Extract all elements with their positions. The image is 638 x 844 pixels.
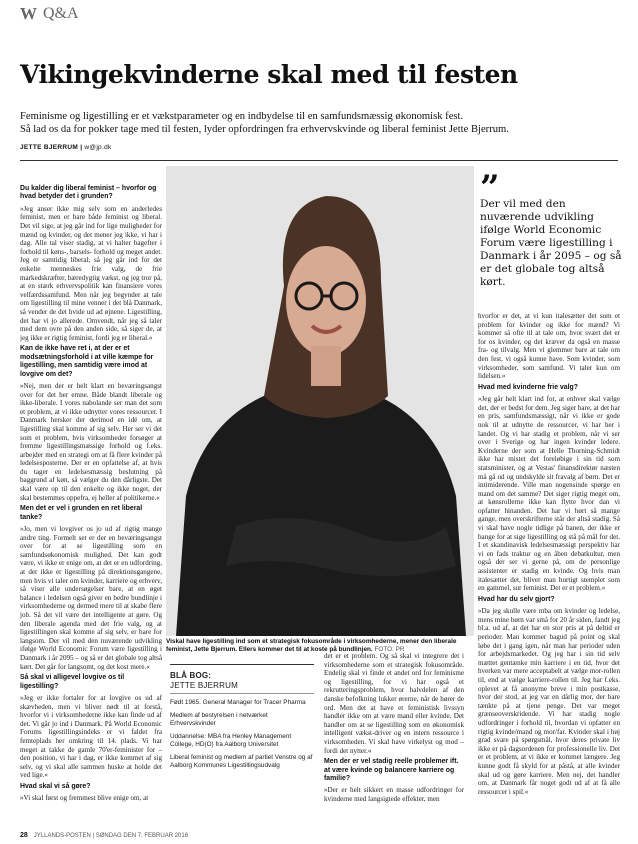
photo-credit: FOTO: PR (374, 646, 405, 653)
article-column-right (478, 312, 620, 824)
body-paragraph: »Da jeg skulle være mba om kvinder og ledelse, mens mine børn var små for 20 år siden, fandt jeg bl.a. ud af, at det har en stor pris at på deltid er perioder. Man kommer bagud på point og skal løbe det i gang igen, når man har perioder uden for arbejdsmarkedet. Og jeg har i sin tid selv mættet gentænke min karriere i en tid, hvor det hverken var mere acceptabelt at vælge mor-rollen til, end at vælge karriere-rollen til. Jeg har f.eks. oplevet at få anonyme breve i min postkasse, hvor der stod, at jeg var en dårlig mor, der bare tænkte på at tjene penge. Det var meget grænseoverskridende. Vi har stadig nogle udfordringer i forhold til, hvordan vi opfatter en rigtig kvinde/mand og mor/far. Kvinder skal i høj grad svare på spørgsmål, hvor deres private liv ikke er på dagsordenen for professionelle liv. Det er et problem, at vi ikke er kommet længere. Jeg kunne godt få skyld for at påstå, at alle kvinder skal ud og gøre karriere. Men nej, det handler om, at Danmark får noget godt ud af at få alle ressourcer i spil.« (478, 607, 620, 796)
body-paragraph: »Jo, men vi lovgiver os jo ud af rigtig mange andre ting. Formelt set er der en beværingsangst over for at se ligestilling som en samfundsøkonomisk mulighed. Det kan godt være, vi ikke er enige om, at det er en udfordring, at der ikke er ligestilling på direktionsgangene, men hvis vi taler om kvinder, karriere og erhverv, så viser alle undersøgelser bare, at en øget balance i ledelsen også giver en bedre bundlinje i virksomhederne og dermed mere til at skabe flere job. Så det vil være det intelligente at gøre. Og den liberale agenda med det frie valg, og at ligestillingen skal komme af sig selv, er bare for langsom. Der vil med den nuværende udvikling ifølge World Economic Forum være ligestilling i Danmark i år 2095 – og så er det globale tog altså kørt. Det går for langsomt, og det kost mere.« (20, 525, 162, 671)
body-paragraph: »Nej, men der er helt klart en beværingsangst over for det her emne. Både blandt liberale og ikke-liberale. I vores nabolande ser man det som et problem, at vi ikke udnytter vores ressourcer. I Danmark hersker der derimod en idé om, at ligestilling skal komme af sig selv. Her ser vi det som et problem, hvis virksomheder forsøger at fremme ligestillingsmæssige forhold og f.eks. arbejder med en strategi om at få flere kvinder på ledelsesposterne. Der er en opfattelse af, at hvis du tager en ledelsesmæssig beslutning på baggrund af køn, så vælger du den dårligste. Det skal være op til den enkelte og ikke noget, der skal bestemmes oppefra, ej heller af politikerne.« (20, 381, 162, 502)
factbox-item: Liberal feminist og medlem af partiet Venstre og af Aalborg Kommunes Ligestillingsudvalg (170, 754, 313, 769)
section-name: Q&A (43, 5, 79, 22)
lead (20, 110, 620, 136)
divider (20, 160, 618, 161)
publication-dateline: JYLLANDS-POSTEN | SØNDAG DEN 7. FEBRUAR 2016 (33, 833, 189, 839)
factbox-item: Født 1965. General Manager for Tracer Pharma (170, 699, 306, 706)
factbox-item: Medlem af bestyrelsen i netværket Erhvervskvinder (170, 712, 268, 727)
body-paragraph: »Jeg anser ikke mig selv som en anderledes feminist, men er bare både feminist og liberal. Det vil sige, at jeg går ind for lige muligheder for mænd og kvinder, og det mener jeg ikke, vi har i dag. Alle tal viser stadig, at vi halter bagefter i forhold til køns-, barsels- forhold og meget andet. Jeg er samtidig liberal, så jeg går ind for det enkelte menneskes frie valg, de frie markedskræfter, bæredygtig vækst, og jeg tror på, at en stærk erhvervspolitik kan finansiere vores velfærdssamfund. Men når jeg begynder at tale om ligestilling til mine venner i det blå Danmark, så vender de det hvide ud ad øjnene. Ligestilling, det har vi jo allerede. Omvendt, når jeg så taler med dem ovre på den anden side, så siger de, at jeg ikke er rigtig feminist, fordi jeg er liberal.« (20, 204, 162, 342)
lead-line: Feminisme og ligestilling er et vækstparameter og en indbydelse til en samfundsmæssig økonomisk fest. (20, 111, 464, 122)
page-number: 28 (20, 832, 28, 839)
question-heading: Men der er vel stadig reelle problemer ift. at være kvinde og balancere karriere og familie? (324, 758, 459, 782)
body-paragraph: hvorfor er det, at vi kun italesætter det som et problem for kvinder og ikke for mænd? Vi kommer så ofte til at tale om, hvor svært det er for os kvinder, og det kræver da også en masse fra- og tilvalg. Men vi glemmer bare at tale om den fest, vi også kunne have. Som kvinder, som virksomheder, som samfund. Vi taler kun om lidelsen.« (478, 312, 620, 381)
pull-quote (480, 168, 622, 289)
portrait-photo (166, 166, 474, 636)
byline-email[interactable]: w@jp.dk (84, 144, 112, 151)
article-column-left (20, 182, 162, 822)
article-column-middle (324, 652, 464, 822)
headline: Vikingekvinderne skal med til festen (20, 60, 518, 89)
byline-author: JETTE BJERRUM (20, 144, 79, 151)
question-heading: Så skal vi alligevel lovgive os til ligestilling? (20, 674, 125, 690)
bio-factbox (170, 664, 314, 822)
lead-line: Så lad os da for pokker tage med til festen, lyder opfordringen fra erhvervskvinde og liberal feminist Jette Bjerrum. (20, 124, 509, 135)
factbox-name: JETTE BJERRUM (170, 681, 314, 694)
body-paragraph: det er et problem. Og så skal vi integrere det i virksomhederne som et strategisk fokusområde. Endelig skal vi finde et andet ord for feminisme og ligestilling, for vi har også et rekrutteringsproblem, hvor halvdelen af den danske befolkning lukker ørerne, når de hører de ord. Men det at have et feministisk livssyn handler ikke om at være mand eller kvinde. Det handler om at se ligestilling som en økonomisk intelligent vækst-driver og en intern ressource i virksomheden. Vi skal have virkelyst og mod – fordi det nytter.« (324, 652, 464, 755)
question-heading: Hvad med kvinderne frie valg? (478, 383, 578, 391)
quote-mark-icon: ” (480, 168, 500, 208)
factbox-item: Uddannelse: MBA fra Henley Management College, HD(O) fra Aalborg Universitet (170, 733, 292, 748)
question-heading: Hvad har du selv gjort? (478, 595, 555, 603)
body-paragraph: »Der er helt sikkert en masse udfordringer for kvinderne med langsigtede effekter, men (324, 786, 464, 803)
byline (20, 144, 112, 151)
question-heading: Hvad skal vi så gøre? (20, 782, 91, 790)
byline-separator: | (80, 144, 83, 151)
question-heading: Du kalder dig liberal feminist – hvorfor og hvad betyder det i grunden? (20, 185, 157, 201)
publication-logo: W (20, 4, 37, 23)
factbox-title: BLÅ BOG: (170, 671, 212, 680)
body-paragraph: »Vi skal først og fremmest blive enige om, at (20, 794, 149, 803)
question-heading: Men det er vel i grunden en ret liberal tanke? (20, 505, 143, 521)
question-heading: Kan de ikke have ret i, at der er et modsætningsforhold i at ville kæmpe for ligestilling, men samtidig være imod at lovgive om det? (20, 345, 154, 378)
portrait-illustration (166, 166, 474, 636)
masthead (20, 4, 79, 24)
page-footer (20, 832, 188, 839)
pull-quote-text: Der vil med den nuværende udvikling ifølge World Economic Forum være ligestilling i Danmark i år 2095 – og så er det globale tog altså kørt. (480, 198, 622, 288)
caption-text: Viskal have ligestilling ind som et strategisk fokusområde i virksomhederne, mener den liberale feminist, Jette Bjerrum. Ellers kommer det til at koste på bundlinjen. (166, 638, 457, 653)
body-paragraph: »Jeg går helt klart ind for, at enhver skal vælge det, der er bedst for dem. Jeg siger bare, at det har en pris, samfundsmæssigt, når vi ikke er gode nok til at udnytte de ressourcer, vi har her i landet. Og vi har stadig et problem, når vi ser over i Sverige og har ingen kvinder ledere. Kvinderne der som at Helle Thorning-Schmidt ikke har mistet det foreløbige i sin tid som statsminister, og at Vestas' finansdirektør næsten må gå ud og undskylde sit fravalg af børn. Det er intimiderende. Ville man nogensinde spørge en mand om det samme? Det siger rigtig meget om, at kønsrollerne ikke kan flytte hvor dan vi opfatter hinanden. Det har vi hørt så mange gange, men overskrifterne står der altså stadig. Så vi skal have nogle tidlige på banen, der ikke er bange for at sige ligestilling og stå på mål for det. I et skandinavisk ledelsesmæssigt perspektiv har vi en fads traktur og en åben debatkultur, men også der ser vi gerne på, om de personlige assistenter er stadig en kvinde. Og hvis man italesætter det, bliver man hurtigt stemplet som en gammel, sur feminist. Det er et problem.« (478, 395, 620, 593)
body-paragraph: »Jeg er ikke fortaler for at lovgive os ud af skævheden, men vi bliver nødt til at forstå, hvorfor vi i virksomhederne ikke kan finde ud af det. Vi går jo ind i Danmark. På World Economic Forums ligestillingsindeks er vi faldet fra femteplads her omkring til 14. plads. Vi har meget at takke de gamle 70'er-feminister for – den position, vi har i dag, er ikke kommet af sig selv, og vi skal alle sammen huske at holde det ved lige.« (20, 693, 162, 780)
